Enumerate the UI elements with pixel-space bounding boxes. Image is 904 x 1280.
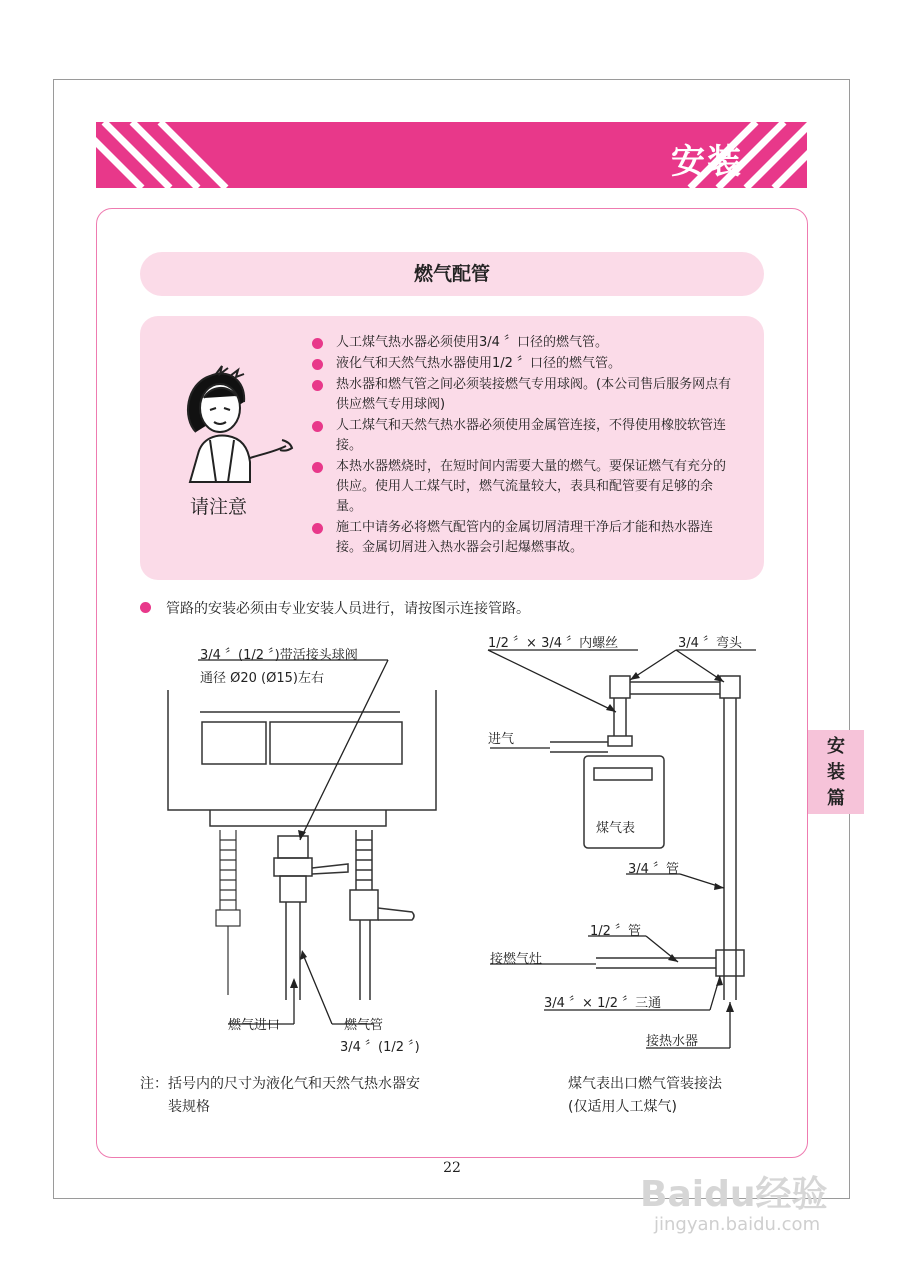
bullet-icon <box>312 462 323 473</box>
list-item <box>312 375 732 415</box>
bullet-icon <box>140 602 151 613</box>
meter-label: 煤气表 <box>596 821 636 836</box>
list-item-text: 液化气和天然气热水器使用1/2 〞口径的燃气管。 <box>336 356 622 371</box>
list-item-text: 本热水器燃烧时，在短时间内需要大量的燃气。要保证燃气有充分的供应。使用人工煤气时，燃气流量较大，表具和配管要有足够的余量。 <box>336 459 727 514</box>
page-title: 安装 <box>671 142 743 182</box>
gas-in-label: 进气 <box>488 732 515 747</box>
gas-pipe-size-label: 3/4 〞(1/2 〞) <box>340 1040 420 1055</box>
header-banner <box>96 122 807 188</box>
instruction <box>140 598 530 618</box>
valve-label: 3/4 〞(1/2 〞)带活接头球阀 <box>200 648 358 663</box>
bullet-icon <box>312 380 323 391</box>
caption-line: (仅适用人工煤气) <box>568 1099 677 1115</box>
bullet-icon <box>312 338 323 349</box>
footnote-line: 注：括号内的尺寸为液化气和天然气热水器安 <box>140 1076 420 1092</box>
inner-thread-label: 1/2 〞× 3/4 〞内螺丝 <box>488 636 619 651</box>
page-number: 22 <box>443 1160 461 1176</box>
pipe-12-label: 1/2 〞管 <box>590 924 642 939</box>
list-item <box>312 518 732 558</box>
diagram-caption <box>568 1073 722 1119</box>
tee-label: 3/4 〞× 1/2 〞三通 <box>544 996 662 1011</box>
list-item <box>312 333 732 353</box>
instruction-text: 管路的安装必须由专业安装人员进行，请按图示连接管路。 <box>166 601 530 617</box>
to-stove-label: 接燃气灶 <box>490 952 543 967</box>
caption-line: 煤气表出口燃气管装接法 <box>568 1076 722 1092</box>
notice-list <box>312 333 732 559</box>
bullet-icon <box>312 359 323 370</box>
side-tab <box>808 730 864 814</box>
heater-connection-diagram <box>160 640 450 1030</box>
footnote <box>140 1073 420 1119</box>
watermark-url: jingyan.baidu.com <box>654 1214 821 1235</box>
list-item <box>312 354 732 374</box>
footnote-line: 装规格 <box>168 1099 210 1115</box>
to-heater-label: 接热水器 <box>646 1034 699 1049</box>
valve-diameter-label: 通径 Ø20 (Ø15)左右 <box>200 671 324 686</box>
list-item-text: 人工煤气热水器必须使用3/4 〞口径的燃气管。 <box>336 335 609 350</box>
section-title: 燃气配管 <box>140 252 764 296</box>
bullet-icon <box>312 421 323 432</box>
list-item <box>312 457 732 517</box>
list-item-text: 热水器和燃气管之间必须装接燃气专用球阀。(本公司售后服务网点有供应燃气专用球阀) <box>336 377 732 412</box>
list-item-text: 人工煤气和天然气热水器必须使用金属管连接，不得使用橡胶软管连接。 <box>336 418 727 453</box>
gas-inlet-label: 燃气进口 <box>228 1018 281 1033</box>
side-tab-char: 篇 <box>827 788 845 809</box>
pipe-34-label: 3/4 〞管 <box>628 862 680 877</box>
woman-illustration <box>176 362 302 486</box>
side-tab-char: 安 <box>827 736 845 757</box>
notice-label: 请注意 <box>190 496 248 518</box>
bullet-icon <box>312 523 323 534</box>
watermark-logo: Baidu经验 <box>640 1174 828 1215</box>
list-item-text: 施工中请务必将燃气配管内的金属切屑清理干净后才能和热水器连接。金属切屑进入热水器会引起爆燃事故。 <box>336 520 714 555</box>
elbow-label: 3/4 〞弯头 <box>678 636 743 651</box>
gas-pipe-label: 燃气管 <box>344 1018 384 1033</box>
side-tab-char: 装 <box>827 762 845 783</box>
list-item <box>312 416 732 456</box>
